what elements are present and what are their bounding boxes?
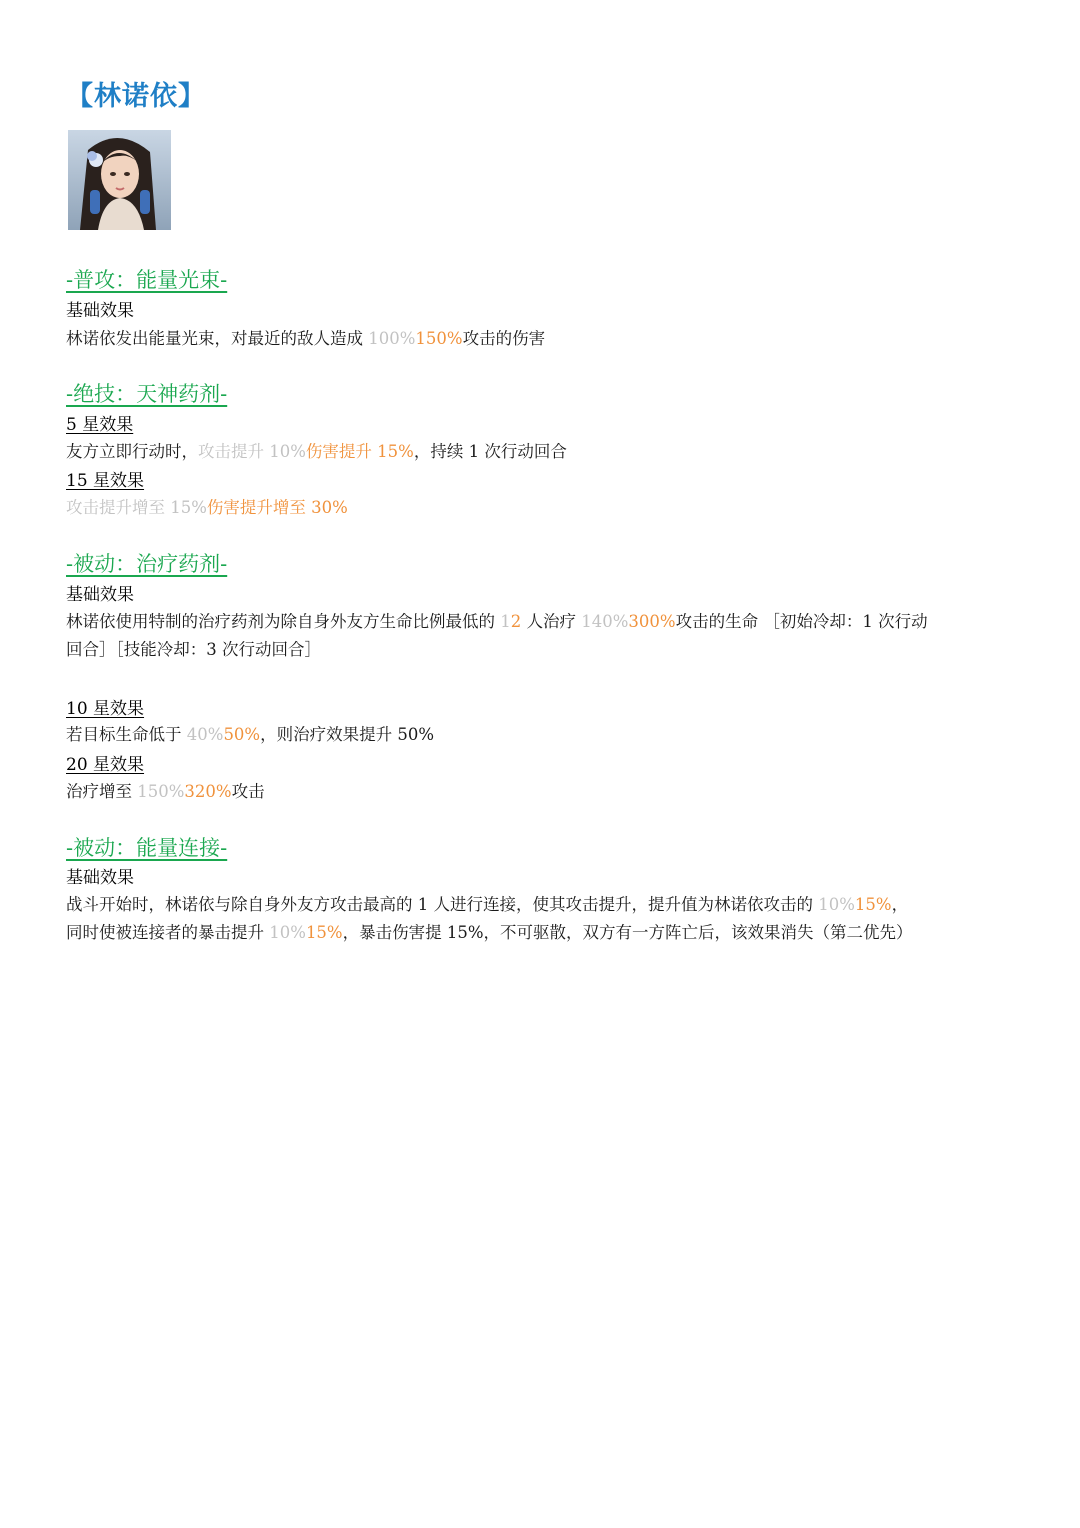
- star10-effect-label: 10 星效果: [66, 699, 145, 719]
- section-heading-passive-heal: -被动：治疗药剂-: [66, 552, 228, 576]
- text-segment: 友方立即行动时，: [66, 442, 198, 461]
- new-value: 伤害提升 15%: [305, 442, 414, 461]
- effect-text-line: [66, 608, 928, 632]
- character-portrait: [68, 130, 171, 230]
- text-segment: 攻击的伤害: [462, 329, 546, 348]
- section-heading-ultimate: -绝技：天神药剂-: [66, 382, 228, 406]
- new-value: 伤害提升增至 30%: [206, 498, 348, 517]
- old-value: 攻击提升 10%: [198, 442, 306, 461]
- new-value: 15%: [305, 923, 343, 942]
- old-value: 攻击提升增至 15%: [66, 498, 207, 517]
- new-value: 300%: [628, 612, 676, 631]
- text-segment: 人治疗: [521, 612, 582, 631]
- effect-text-line: [66, 778, 265, 802]
- text-segment: 攻击的生命 ［初始冷却：1 次行动: [675, 612, 928, 631]
- text-segment: ，暴击伤害提 15%，不可驱散，双方有一方阵亡后，该效果消失（第二优先）: [342, 923, 913, 942]
- effect-text-line: [66, 325, 545, 349]
- text-segment: 治疗增至: [66, 782, 138, 801]
- old-value: 10%: [269, 923, 306, 942]
- star15-effect-label: 15 星效果: [66, 471, 145, 491]
- effect-text-line: [66, 494, 348, 518]
- base-effect-label: 基础效果: [66, 585, 134, 605]
- star20-effect-label: 20 星效果: [66, 755, 145, 775]
- effect-text-line: 回合］［技能冷却：3 次行动回合］: [66, 640, 321, 659]
- old-value: 10%: [818, 895, 855, 914]
- text-segment: 若目标生命低于: [66, 725, 187, 744]
- portrait-image: [68, 130, 171, 230]
- effect-text-line: [66, 891, 908, 915]
- new-value: 2: [510, 612, 522, 631]
- new-value: 15%: [854, 895, 892, 914]
- section-heading-normal-attack: -普攻：能量光束-: [66, 268, 228, 292]
- old-value: 1: [500, 612, 511, 631]
- effect-text-line: [66, 438, 567, 462]
- new-value: 150%: [415, 329, 463, 348]
- effect-text-line: [66, 721, 434, 745]
- effect-text-line: [66, 919, 913, 943]
- text-segment: 攻击: [231, 782, 265, 801]
- section-heading-passive-link: -被动：能量连接-: [66, 836, 228, 860]
- character-title: 【林诺依】: [66, 81, 206, 112]
- text-segment: ，: [891, 895, 909, 914]
- star5-effect-label: 5 星效果: [66, 415, 134, 435]
- text-segment: 林诺依使用特制的治疗药剂为除自身外友方生命比例最低的: [66, 612, 501, 631]
- base-effect-label: 基础效果: [66, 868, 134, 888]
- old-value: 140%: [581, 612, 629, 631]
- new-value: 320%: [184, 782, 232, 801]
- base-effect-label: 基础效果: [66, 301, 134, 321]
- text-segment: 同时使被连接者的暴击提升: [66, 923, 270, 942]
- old-value: 150%: [137, 782, 185, 801]
- text-segment: ，则治疗效果提升 50%: [260, 725, 435, 744]
- new-value: 50%: [223, 725, 261, 744]
- text-segment: 战斗开始时，林诺依与除自身外友方攻击最高的 1 人进行连接，使其攻击提升，提升值为林诺依攻击的: [66, 895, 819, 914]
- old-value: 40%: [186, 725, 224, 744]
- text-segment: 林诺依发出能量光束，对最近的敌人造成: [66, 329, 369, 348]
- text-segment: ，持续 1 次行动回合: [413, 442, 567, 461]
- old-value: 100%: [368, 329, 416, 348]
